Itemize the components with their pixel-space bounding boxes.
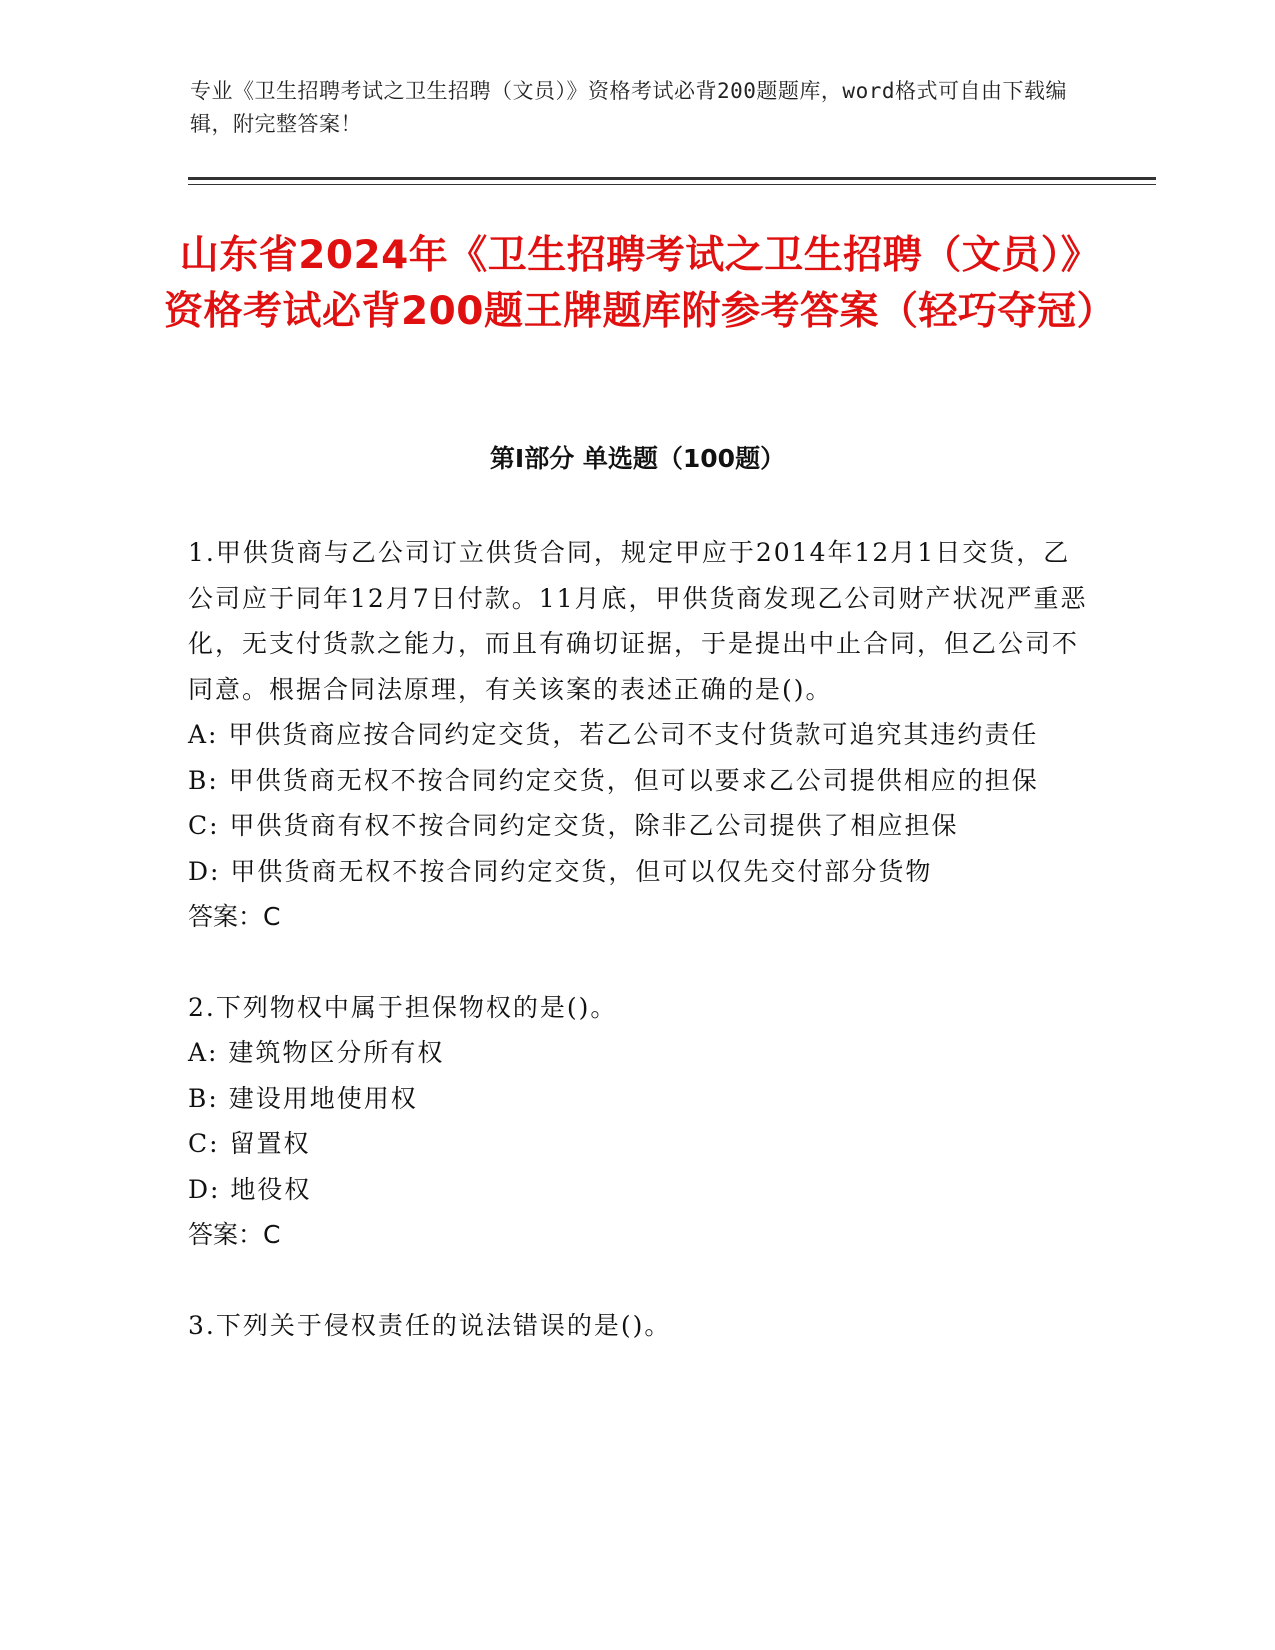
question-3 <box>188 1303 1088 1349</box>
header-divider <box>188 177 1156 180</box>
question-1 <box>188 530 1088 940</box>
question-list <box>188 530 1088 1393</box>
option-d: D: 地役权 <box>188 1174 312 1204</box>
question-stem: 3.下列关于侵权责任的说法错误的是()。 <box>188 1310 672 1340</box>
header-note: 专业《卫生招聘考试之卫生招聘（文员）》资格考试必背200题题库，word格式可自由下载编辑，附完整答案！ <box>190 79 1067 136</box>
question-2 <box>188 985 1088 1258</box>
option-b: B: 甲供货商无权不按合同约定交货，但可以要求乙公司提供相应的担保 <box>188 765 1039 795</box>
option-a: A: 甲供货商应按合同约定交货，若乙公司不支付货款可追究其违约责任 <box>188 720 1039 749</box>
option-d: D: 甲供货商无权不按合同约定交货，但可以仅先交付部分货物 <box>188 856 933 886</box>
option-a: A: 建筑物区分所有权 <box>188 1038 445 1067</box>
header-divider-thin <box>188 184 1156 185</box>
document-title: 山东省2024年《卫生招聘考试之卫生招聘（文员）》资格考试必背200题王牌题库附参考答案（轻巧夺冠） <box>164 233 1116 334</box>
option-b: B: 建设用地使用权 <box>188 1083 418 1113</box>
section-heading: 第Ⅰ部分 单选题（100题） <box>489 444 786 473</box>
question-stem: 1.甲供货商与乙公司订立供货合同，规定甲应于2014年12月1日交货，乙公司应于同年12月7日付款。11月底，甲供货商发现乙公司财产状况严重恶化，无支付货款之能力，而且有确切证据，于是提出中止合同，但乙公司不同意。根据合同法原理，有关该案的表述正确的是()。 <box>188 538 1088 704</box>
question-stem: 2.下列物权中属于担保物权的是()。 <box>188 992 618 1022</box>
answer-line: 答案：C <box>188 902 281 931</box>
option-c: C: 留置权 <box>188 1129 311 1158</box>
option-c: C: 甲供货商有权不按合同约定交货，除非乙公司提供了相应担保 <box>188 811 959 840</box>
answer-line: 答案：C <box>188 1220 281 1249</box>
